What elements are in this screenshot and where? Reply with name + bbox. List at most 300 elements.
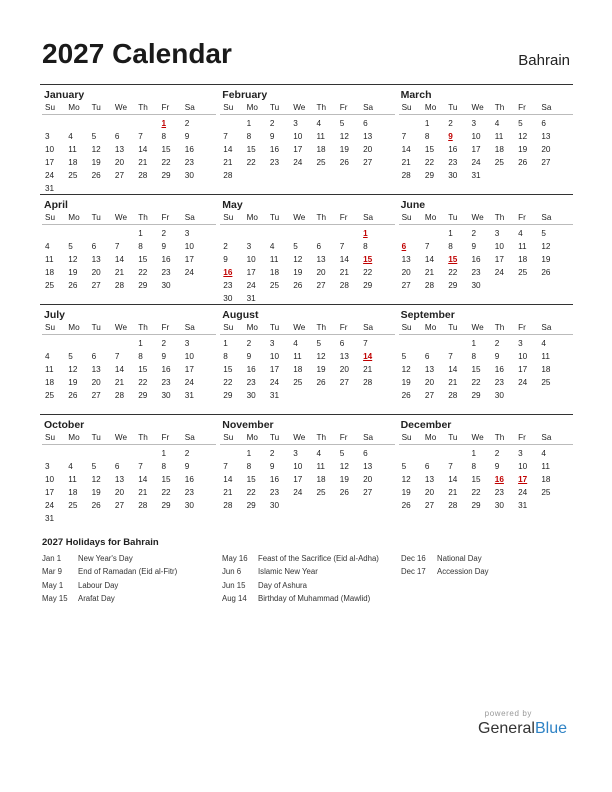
day-cell: 30 [448,171,458,180]
day-cell: 11 [68,475,77,484]
day-cell: 22 [246,158,256,167]
day-cell: 13 [363,132,373,141]
brand-logo[interactable] [478,720,567,738]
day-cell: 7 [424,242,430,251]
weekday-label: Tu [269,103,280,112]
holiday-date: May 15 [42,593,68,603]
country-name: Bahrain [518,52,570,69]
day-cell: 6 [541,119,546,128]
day-cell [65,227,88,240]
weekday-label: Th [138,323,148,332]
day-cell: 5 [339,119,345,128]
day-cell: 12 [541,242,551,251]
day-cell: 7 [339,242,345,251]
weekday-label: Sa [363,213,374,222]
day-cell: 6 [114,132,120,141]
day-cell: 31 [269,391,279,400]
weekday-label: Sa [541,103,552,112]
weekday-header [220,102,394,115]
day-cell: 13 [541,132,551,141]
day-cell: 22 [246,488,256,497]
day-cell [65,117,88,130]
day-cell [313,389,336,402]
day-cell: 26 [401,391,411,400]
day-cell: 25 [293,378,303,387]
weekday-label: Su [401,213,412,222]
day-cell: 5 [339,449,345,458]
month-name: December [400,419,452,431]
day-cell: 1 [138,229,143,238]
weekday-label: Su [401,103,412,112]
day-cell [135,512,158,525]
day-cell: 24 [293,158,303,167]
day-cell: 18 [541,475,551,484]
holiday-date: Dec 16 [401,554,426,563]
day-cell [515,279,538,292]
day-cell: 11 [541,462,550,471]
month-row [40,84,573,194]
day-cell: 15 [246,145,256,154]
holiday-item [42,592,177,605]
day-cell: 7 [448,462,453,471]
day-cell: 26 [68,391,78,400]
day-cell: 3 [45,462,50,471]
day-cell: 13 [91,255,101,264]
day-cell: 28 [223,171,233,180]
holiday-date: May 16 [222,554,248,563]
day-cell: 14 [138,475,148,484]
day-cell: 10 [246,255,256,264]
day-cell: 11 [45,365,54,374]
day-cell: 1 [223,339,228,348]
day-cell: 18 [68,158,78,167]
day-cell: 27 [424,501,434,510]
day-cell: 23 [184,488,194,497]
day-cell: 30 [269,501,279,510]
day-cell: 1 [471,339,477,348]
calendar-grid [40,84,573,524]
week-row [399,447,573,460]
week-row [399,499,573,512]
day-cell [158,182,181,195]
day-cell: 30 [161,391,171,400]
day-cell: 8 [161,462,167,471]
day-cell: 25 [45,391,55,400]
day-cell: 21 [424,268,434,277]
day-cell: 30 [223,294,233,303]
day-cell: 24 [269,378,279,387]
weekday-label: Fr [339,103,348,112]
day-cell [182,512,205,525]
day-cell: 18 [518,255,528,264]
weekday-label: Fr [161,323,170,332]
day-cell: 15 [138,365,148,374]
day-cell: 21 [448,488,458,497]
holiday-date: May 1 [42,580,64,590]
day-cell: 21 [339,268,349,277]
day-cell: 21 [401,158,411,167]
day-cell: 17 [184,365,194,374]
day-cell: 24 [471,158,481,167]
day-cell [65,447,88,460]
day-cell: 13 [339,352,349,361]
day-cell: 7 [448,352,453,361]
day-cell: 24 [246,281,256,290]
day-cell: 30 [184,501,194,510]
day-cell: 31 [45,184,55,193]
day-cell: 20 [424,378,434,387]
day-cell: 1 [424,119,430,128]
weekday-label: Fr [339,213,348,222]
day-cell [89,512,112,525]
day-cell [337,292,360,305]
day-cell: 26 [401,501,411,510]
holiday-day-cell: 1 [161,119,167,128]
day-cell: 30 [184,171,194,180]
weekday-label: Th [494,103,505,112]
weekday-label: Mo [246,433,258,442]
month-december [397,415,573,524]
week-row [399,143,573,156]
day-cell: 3 [269,339,275,348]
day-cell: 5 [91,132,97,141]
week-row [42,266,216,279]
day-cell [337,227,360,240]
week-row [220,350,394,363]
weekday-label: Th [138,213,148,222]
day-cell: 19 [316,365,326,374]
day-cell: 6 [91,242,97,251]
day-cell: 10 [45,145,55,154]
week-row [220,337,394,350]
holiday-day-cell: 16 [223,268,233,277]
day-cell: 25 [541,488,551,497]
weekday-label: Fr [518,323,526,332]
weekday-label: We [293,323,306,332]
day-cell: 1 [448,229,453,238]
day-cell: 12 [91,475,101,484]
day-cell: 18 [45,378,55,387]
weekday-label: Fr [161,213,170,222]
day-cell [135,182,158,195]
day-cell: 1 [161,449,167,458]
day-cell: 16 [246,365,256,374]
day-cell: 31 [471,171,481,180]
day-cell: 24 [293,488,303,497]
week-row [220,130,394,143]
day-cell: 23 [448,158,458,167]
day-cell: 26 [68,281,78,290]
weekday-label: Fr [518,213,526,222]
day-cell: 20 [424,488,434,497]
day-cell: 16 [184,145,194,154]
weekday-label: We [114,103,128,112]
holiday-name: Feast of the Sacrifice (Eid al-Adha) [258,554,379,563]
day-cell: 22 [161,488,171,497]
day-cell: 10 [293,132,303,141]
day-cell: 24 [494,268,504,277]
day-cell: 13 [316,255,326,264]
day-cell: 21 [138,488,148,497]
weekday-label: Sa [363,433,374,442]
weekday-label: Tu [269,213,280,222]
day-cell: 16 [161,365,171,374]
weekday-label: Th [138,103,148,112]
month-september [397,305,573,414]
weekday-label: Su [223,323,234,332]
day-cell: 12 [68,255,78,264]
holiday-name: Islamic New Year [258,567,318,577]
day-cell: 30 [246,391,256,400]
month-name: November [222,419,274,431]
brand-general: General [478,720,535,737]
week-row [399,227,573,240]
weekday-label: Th [316,213,327,222]
day-cell: 11 [541,352,550,361]
day-cell: 15 [471,365,481,374]
day-cell: 11 [269,255,279,264]
day-cell: 2 [494,339,500,348]
week-row [399,473,573,486]
day-cell: 27 [91,281,101,290]
week-row [399,460,573,473]
week-row [42,227,216,240]
weekday-label: Sa [541,433,552,442]
day-cell: 30 [161,281,171,290]
day-cell: 3 [494,229,500,238]
day-cell: 15 [223,365,233,374]
day-cell: 20 [316,268,326,277]
week-row [399,389,573,402]
day-cell: 10 [269,352,279,361]
day-cell: 4 [68,132,73,141]
weekday-label: Th [138,433,148,442]
day-cell [42,447,65,460]
day-cell: 25 [494,158,504,167]
week-row [42,130,216,143]
day-cell: 28 [339,281,349,290]
day-cell: 20 [541,145,551,154]
month-name: May [222,199,243,211]
week-row [220,460,394,473]
day-cell: 15 [471,475,481,484]
day-cell: 10 [293,462,303,471]
weekday-header [42,432,216,445]
day-cell: 12 [339,462,349,471]
weekday-label: Mo [68,433,80,442]
day-cell: 9 [269,462,275,471]
weekday-label: We [471,433,484,442]
day-cell: 16 [471,255,481,264]
day-cell [158,512,181,525]
day-cell: 27 [401,281,411,290]
day-cell: 12 [316,352,326,361]
day-cell [267,227,290,240]
month-name: June [400,199,426,211]
holiday-item [42,552,177,565]
day-cell: 17 [471,145,481,154]
day-cell: 10 [45,475,55,484]
day-cell [515,389,538,402]
day-cell [220,227,243,240]
month-march [397,85,573,194]
day-cell: 23 [471,268,481,277]
week-row [220,447,394,460]
holiday-day-cell: 9 [448,132,453,141]
week-row [42,512,216,525]
day-cell [313,227,336,240]
day-cell: 10 [518,462,528,471]
weekday-header [399,432,573,445]
day-cell: 26 [518,158,528,167]
holiday-column [401,552,489,579]
week-row [399,117,573,130]
weekday-label: Sa [541,323,552,332]
day-cell: 29 [471,501,481,510]
day-cell [182,279,205,292]
day-cell: 17 [45,488,55,497]
day-cell: 12 [293,255,303,264]
day-cell [267,292,290,305]
week-row [42,376,216,389]
day-cell: 26 [91,171,101,180]
day-cell: 19 [91,158,101,167]
day-cell [360,389,383,402]
day-cell: 29 [138,391,148,400]
weekday-label: Mo [424,103,437,112]
day-cell: 8 [138,352,143,361]
day-cell: 18 [269,268,279,277]
day-cell: 24 [518,488,528,497]
day-cell: 14 [223,475,233,484]
day-cell: 21 [223,158,233,167]
weekday-label: Tu [91,213,101,222]
day-cell: 13 [91,365,101,374]
day-cell [290,292,313,305]
day-cell: 11 [518,242,527,251]
holiday-item [42,579,177,592]
weekday-label: Mo [68,213,80,222]
month-name: March [400,89,432,101]
day-cell: 21 [223,488,233,497]
weekday-label: Fr [518,103,526,112]
day-cell: 17 [293,145,303,154]
holiday-date: Jun 15 [222,580,246,590]
day-cell: 22 [471,488,481,497]
day-cell: 31 [45,514,55,523]
day-cell: 19 [401,488,411,497]
weekday-label: Th [316,323,327,332]
day-cell: 25 [541,378,551,387]
day-cell: 1 [138,339,143,348]
day-cell [337,389,360,402]
day-cell: 23 [184,158,194,167]
day-cell [290,227,313,240]
day-cell: 23 [269,488,279,497]
weekday-label: Fr [161,103,170,112]
day-cell: 17 [184,255,194,264]
day-cell: 12 [401,475,411,484]
holiday-day-cell: 6 [401,242,407,251]
day-cell: 2 [184,119,190,128]
day-cell: 15 [161,145,171,154]
day-cell [89,227,112,240]
day-cell [313,292,336,305]
week-row [42,486,216,499]
day-cell: 28 [223,501,233,510]
day-cell: 4 [269,242,275,251]
day-cell: 28 [138,501,148,510]
day-cell: 5 [68,352,73,361]
day-cell [313,499,336,512]
day-cell: 7 [401,132,407,141]
week-row [220,363,394,376]
day-cell [492,279,515,292]
weekday-label: Tu [91,323,101,332]
holiday-day-cell: 16 [494,475,504,484]
day-cell: 26 [339,158,349,167]
day-cell: 3 [518,449,523,458]
day-cell: 6 [316,242,322,251]
week-row [42,182,216,195]
weekday-label: We [471,323,484,332]
day-cell: 27 [114,171,124,180]
day-cell: 21 [363,365,373,374]
day-cell: 9 [184,132,190,141]
day-cell: 13 [401,255,411,264]
day-cell: 13 [114,475,124,484]
day-cell: 5 [518,119,523,128]
week-row [220,240,394,253]
month-name: February [222,89,268,101]
weekday-label: Tu [448,103,458,112]
day-cell [538,169,561,182]
day-cell: 29 [138,281,148,290]
holiday-date: Jun 6 [222,567,242,577]
week-row [220,389,394,402]
day-cell: 24 [184,378,194,387]
day-cell: 24 [45,171,55,180]
weekday-label: Mo [68,323,80,332]
day-cell: 5 [68,242,73,251]
month-row [40,414,573,524]
day-cell: 19 [68,268,78,277]
holiday-name: End of Ramadan (Eid al-Fitr) [78,567,178,577]
holiday-day-cell: 1 [363,229,368,238]
day-cell [112,227,135,240]
day-cell: 11 [316,462,325,471]
holiday-name: National Day [437,554,482,563]
day-cell: 14 [114,365,124,374]
week-row [220,156,394,169]
day-cell: 13 [424,365,434,374]
weekday-label: Su [45,103,56,112]
day-cell [399,227,422,240]
day-cell: 10 [494,242,504,251]
day-cell: 20 [91,268,101,277]
day-cell: 23 [223,281,233,290]
weekday-label: We [293,433,306,442]
day-cell: 18 [293,365,303,374]
week-row [42,240,216,253]
day-cell [337,169,360,182]
week-row [399,363,573,376]
day-cell [42,227,65,240]
holiday-date: Aug 14 [222,593,247,603]
weekday-label: We [293,213,306,222]
day-cell: 29 [448,281,458,290]
day-cell [112,512,135,525]
